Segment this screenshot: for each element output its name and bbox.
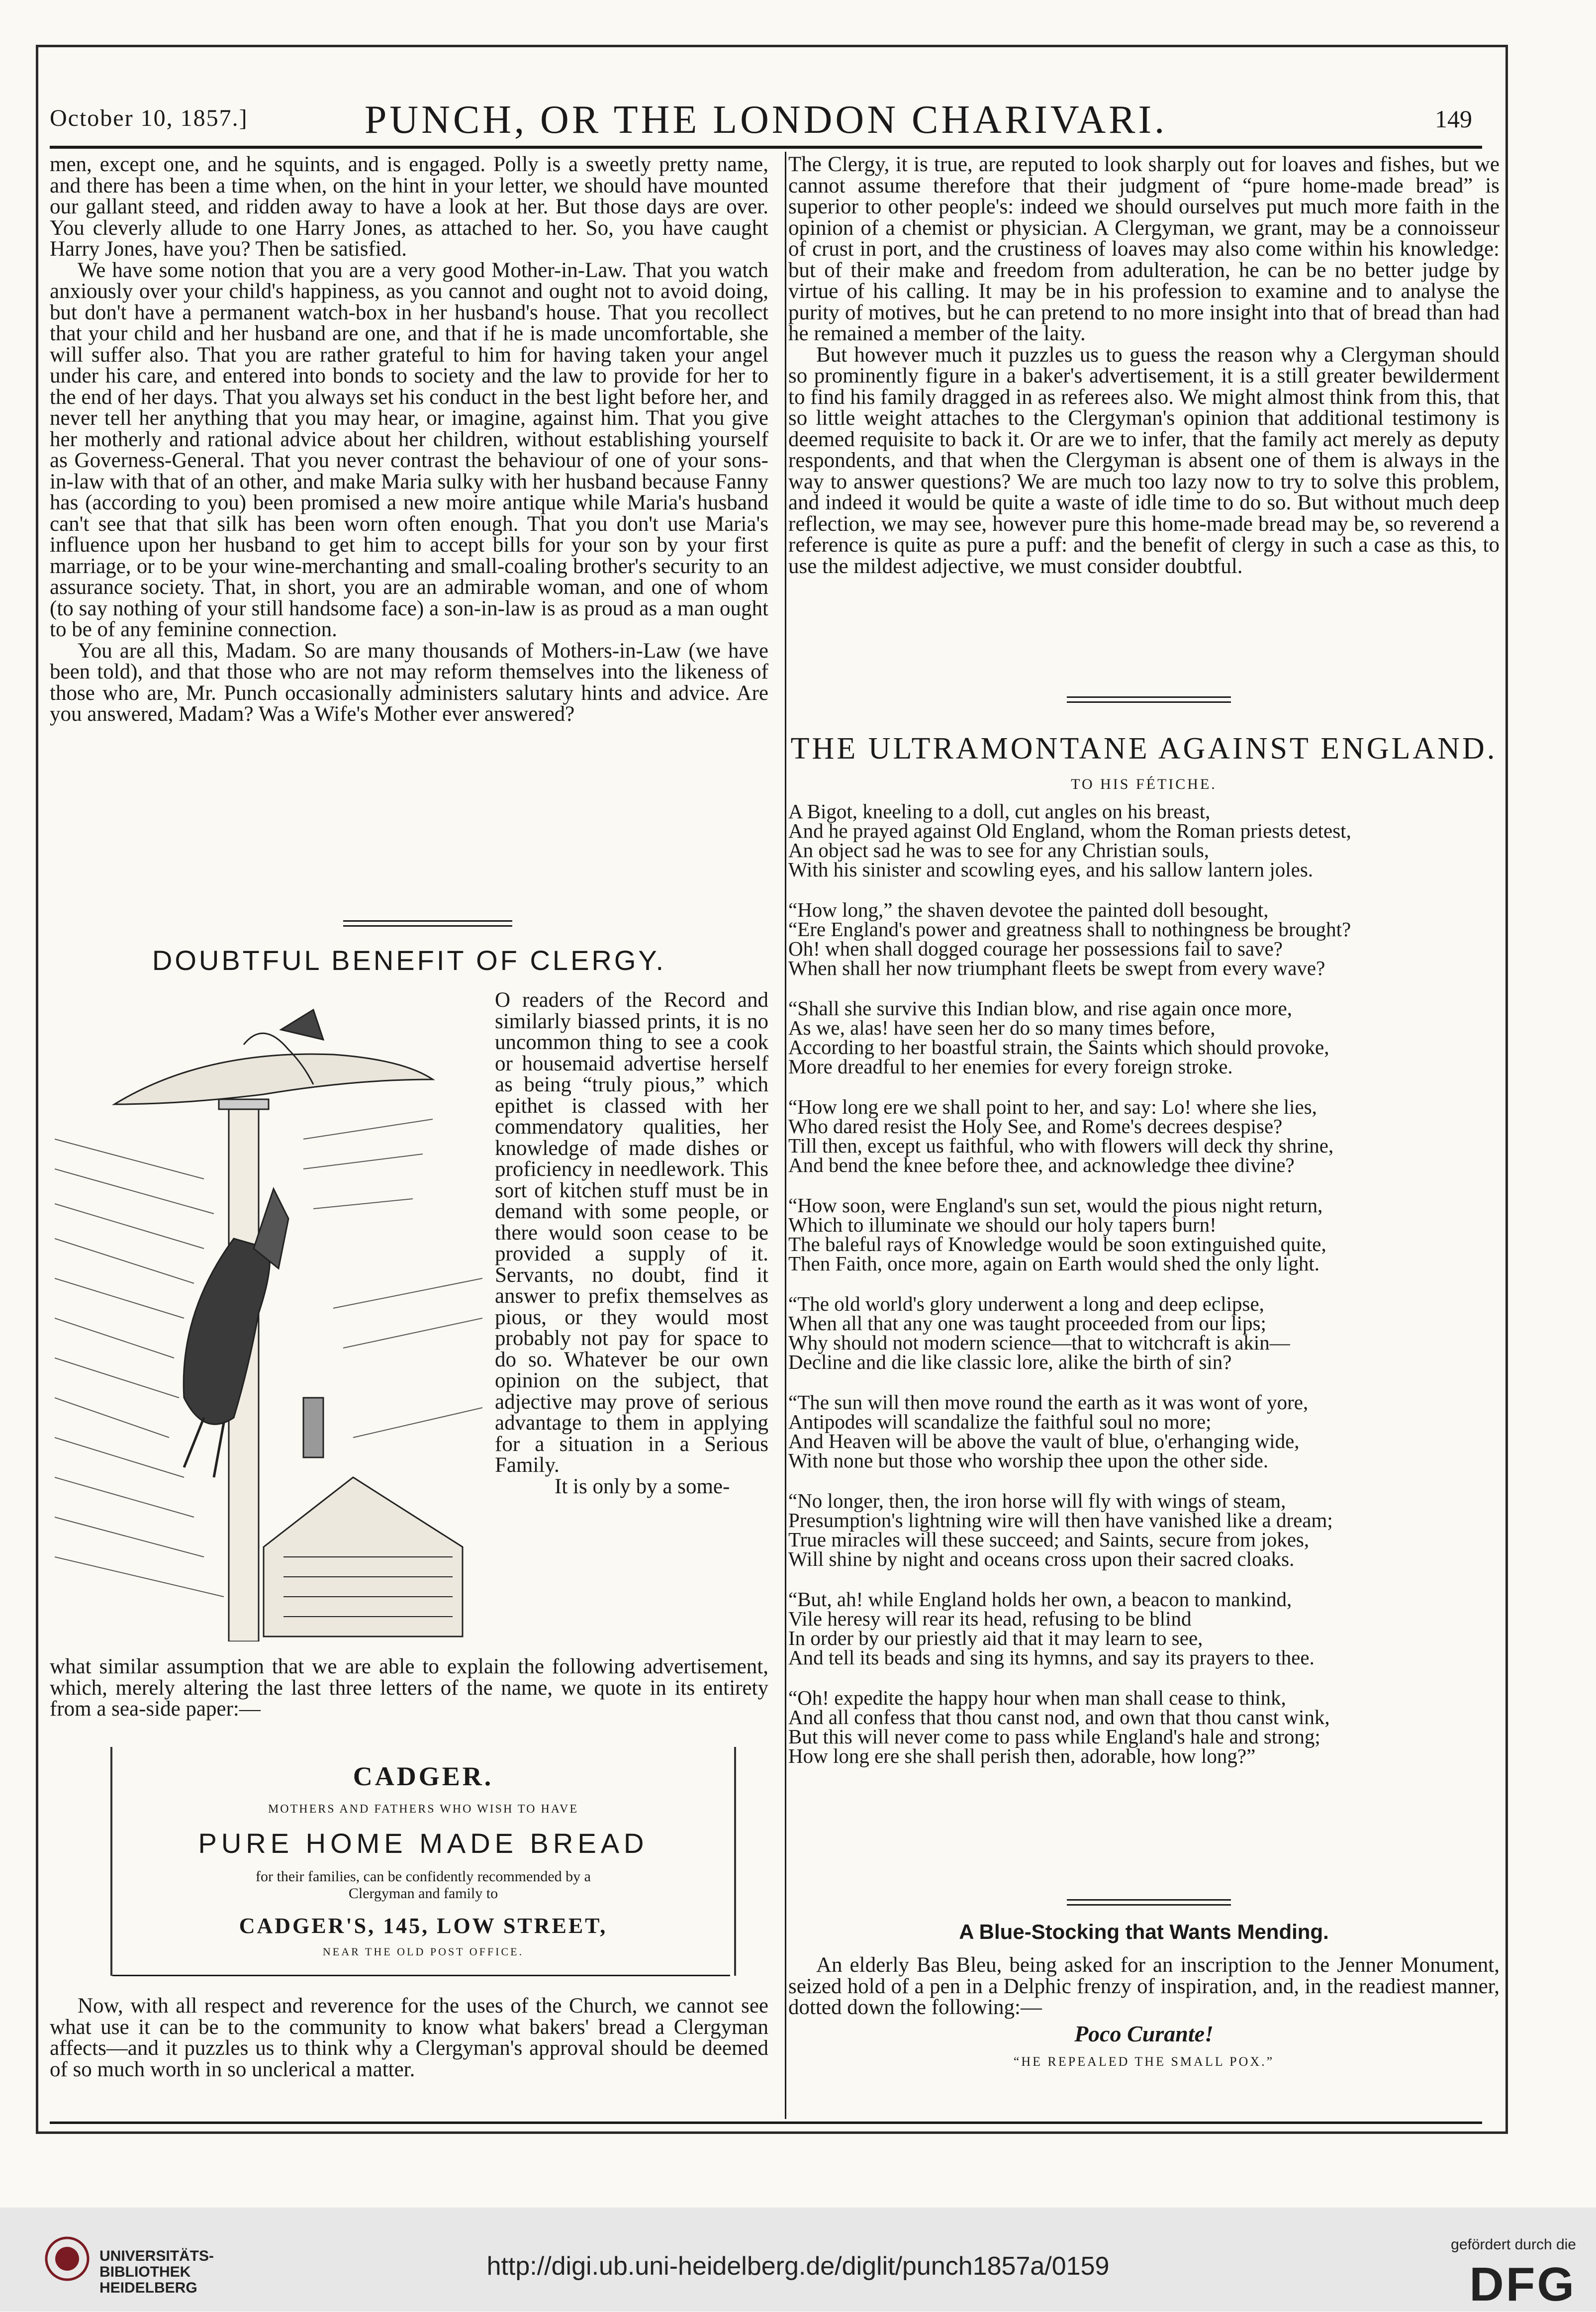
paragraph: An elderly Bas Bleu, being asked for an inscription to the Jenner Monument, seized hold of a pen in a Delphic frenzy of inspiration, and, in the readiest manner, dotted down the following:—: [788, 1953, 1500, 2019]
poem-line: But this will never come to pass while England's hale and strong;: [788, 1725, 1320, 1748]
page-number: 149: [1435, 105, 1472, 133]
poem-line: “Oh! expedite the happy hour when man shall cease to think,: [788, 1686, 1286, 1709]
poem-line: Oh! when shall dogged courage her possessions fail to save?: [788, 937, 1283, 960]
funded-by-label: gefördert durch die: [1451, 2236, 1576, 2253]
paragraph: The Clergy, it is true, are reputed to look sharply out for loaves and fishes, but we cannot assume therefore that their judgment of “pure home-made bread” is superior to other people's: indeed we should ourselves put much more faith in the opinion of a chemist or physician. A Clergyman, we grant, may be a connoisseur of crust in port, and the crustiness of loaves may also come within his knowledge: but of their make and freedom from adulteration, he can be no better judge by virtue of his calling. It may be in his profession to examine and to analyse the purity of motives, but he can pretend to no more insight into that of bread than had he remained a member of the laity.: [788, 153, 1500, 345]
article-title: DOUBTFUL BENEFIT OF CLERGY.: [152, 945, 666, 976]
poem-line: A Bigot, kneeling to a doll, cut angles on his breast,: [788, 800, 1211, 823]
right-column: [788, 154, 1500, 577]
poem-line: According to her boastful strain, the Saints which should provoke,: [788, 1036, 1329, 1059]
poem-line: “The sun will then move round the earth as it was wont of yore,: [788, 1391, 1309, 1414]
poem-line: An object sad he was to see for any Christian souls,: [788, 839, 1210, 862]
poem-line: Which to illuminate we should our holy tapers burn!: [788, 1213, 1217, 1236]
poem-line: When all that any one was taught proceeded from our lips;: [788, 1312, 1266, 1335]
doubtful-wide-text: [50, 1656, 768, 1720]
ad-line: NEAR THE OLD POST OFFICE.: [322, 1945, 524, 1958]
section-rule: [1067, 701, 1231, 703]
masthead-title: PUNCH, OR THE LONDON CHARIVARI.: [364, 98, 1168, 142]
paragraph: O readers of the Record and similarly biassed prints, it is no uncommon thing to see a cook or housemaid advertise herself as being “truly pious,” which epithet is classed with her commendatory qualities, her knowledge of made dishes or proficiency in needlework. This sort of kitchen stuff must be in demand with some people, or there would soon cease to be provided a supply of it. Servants, no doubt, find it answer to prefix themselves as pious, or they would most probably not pay for space to do so. Whatever be our own opinion on the subject, that adjective may prove of serious advantage to them in applying for a situation in a Serious Family.: [495, 988, 768, 1477]
poem-line: Decline and die like classic lore, alike the birth of sin?: [788, 1350, 1232, 1373]
poem-line: “Ere England's power and greatness shall to nothingness be brought?: [788, 918, 1351, 941]
left-column: [50, 154, 768, 725]
poem-line: Vile heresy will rear its head, refusing to be blind: [788, 1607, 1192, 1630]
ad-line: for their families, can be confidently recommended by a Clergyman and family to: [256, 1868, 591, 1902]
poem-line: Then Faith, once more, again on Earth would shed the only light.: [788, 1252, 1320, 1275]
poem-line: Presumption's lightning wire will then have vanished like a dream;: [788, 1509, 1333, 1532]
doubtful-conclusion: [50, 1996, 768, 2080]
bluestocking-motto: Poco Curante!: [1074, 2021, 1214, 2046]
poem-line: Till then, except us faithful, who with flowers will deck thy shrine,: [788, 1134, 1334, 1157]
poem-line: “Shall she survive this Indian blow, and rise again once more,: [788, 997, 1292, 1020]
poem-subtitle: TO HIS FÉTICHE.: [1071, 776, 1217, 792]
poem: [788, 782, 1500, 1766]
poem-stanza: [788, 1688, 1500, 1766]
bluestocking-title: A Blue-Stocking that Wants Mending.: [959, 1920, 1329, 1943]
poem-line: With his sinister and scowling eyes, and his sallow lantern joles.: [788, 858, 1314, 881]
doubtful-narrow-text: [495, 990, 768, 1497]
bluestocking-text: [788, 1955, 1500, 2019]
paragraph: men, except one, and he squints, and is engaged. Polly is a sweetly pretty name, and there has been a time when, on the hint in your letter, we should have mounted our gallant steed, and ridden away to have a look at her. But those days are over. You cleverly allude to one Harry Jones, as attached to her. So, you have caught Harry Jones, have you? Then be satisfied.: [50, 153, 768, 261]
clergy-illustration: [55, 990, 482, 1641]
poem-line: True miracles will these succeed; and Saints, secure from jokes,: [788, 1528, 1310, 1551]
paragraph: You are all this, Madam. So are many thousands of Mothers-in-Law (we have been told), and that those who are not may reform themselves into the likeness of those who are, Mr. Punch occasionally administers salutary hints and advice. Are you answered, Madam? Was a Wife's Mother ever answered?: [50, 639, 768, 726]
poem-stanza: [788, 802, 1500, 879]
poem-line: “How soon, were England's sun set, would the pious night return,: [788, 1194, 1323, 1217]
dfg-logo: DFG: [1469, 2258, 1576, 2311]
poem-line: In order by our priestly aid that it may learn to see,: [788, 1627, 1203, 1649]
section-rule: [343, 925, 512, 927]
poem-line: And he prayed against Old England, whom the Roman priests detest,: [788, 819, 1351, 842]
ad-headline: PURE HOME MADE BREAD: [198, 1828, 649, 1859]
paragraph: Now, with all respect and reverence for the uses of the Church, we cannot see what use it can be to the community to know what bakers' bread a Clergyman affects—and it puzzles us to think why a Clergyman's approval should be deemed of so much worth in so unclerical a matter.: [50, 1994, 768, 2081]
poem-line: “How long,” the shaven devotee the painted doll besought,: [788, 898, 1269, 921]
cadger-advertisement: [110, 1747, 736, 1976]
header-rule: [50, 146, 1482, 149]
poem-stanza: [788, 999, 1500, 1076]
poem-line: How long ere she shall perish then, adorable, how long?”: [788, 1744, 1256, 1767]
poem-line: More dreadful to her enemies for every foreign stroke.: [788, 1055, 1233, 1078]
university-name: UNIVERSITÄTS- BIBLIOTHEK HEIDELBERG: [99, 2248, 214, 2296]
poem-stanza: [788, 1196, 1500, 1273]
poem-line: With none but those who worship thee upon the other side.: [788, 1449, 1269, 1472]
bottom-rule: [50, 2121, 1482, 2124]
poem-stanza: [788, 1590, 1500, 1667]
poem-line: Why should not modern science—that to witchcraft is akin—: [788, 1331, 1290, 1354]
digitization-footer: [0, 2208, 1596, 2312]
issue-date: October 10, 1857.]: [50, 105, 248, 131]
column-divider: [785, 152, 786, 2119]
poem-line: And tell its beads and sing its hymns, and say its prayers to thee.: [788, 1646, 1314, 1669]
poem-line: “But, ah! while England holds her own, a beacon to mankind,: [788, 1588, 1292, 1611]
poem-line: “No longer, then, the iron horse will fly with wings of steam,: [788, 1489, 1286, 1512]
ad-address: CADGER'S, 145, LOW STREET,: [239, 1914, 608, 1938]
source-url-link[interactable]: http://digi.ub.uni-heidelberg.de/diglit/punch1857a/0159: [486, 2252, 1110, 2281]
section-rule: [1067, 1904, 1231, 1906]
section-rule: [1067, 696, 1231, 698]
poem-stanza: [788, 1294, 1500, 1372]
poem-line: And Heaven will be above the vault of blue, o'erhanging wide,: [788, 1430, 1300, 1452]
poem-line: The baleful rays of Knowledge would be soon extinguished quite,: [788, 1233, 1326, 1255]
paragraph: We have some notion that you are a very good Mother-in-Law. That you watch anxiously over your child's happiness, as you cannot and ought not to avoid doing, but don't have a permanent watch-box in her husband's house. That you recollect that your child and her husband are one, and that if he is made uncomfortable, she will suffer also. That you are rather grateful to him for having taken your angel under his care, and entered into bonds to society and the law to provide for her to the end of her days. That you always set his conduct in the best light before her, and never tell her anything that you may hear, or imagine, against him. That you give her motherly and rational advice about her children, without establishing yourself as Governess-General. That you never contrast the behaviour of one of your sons-in-law with that of an other, and make Maria sulky with her husband because Fanny has (according to you) been promised a new moire antique while Maria's husband can't see that that silk has been worn often enough. That you don't use Maria's influence upon her husband to get him to accept bills for your son by your first marriage, or to be your wine-merchanting and small-coaling brother's security to an assurance society. That, in short, you are an admirable woman, and one of whom (to say nothing of your still handsome face) a son-in-law is as proud as a man ought to be of any feminine connection.: [50, 258, 768, 641]
poem-line: When shall her now triumphant fleets be swept from every wave?: [788, 957, 1325, 979]
paragraph: But however much it puzzles us to guess the reason why a Clergyman should so prominently figure in a baker's advertisement, it is a still greater bewilderment to find his family dragged in as referees also. We might almost think from this, that so little weight attaches to the Clergyman's opinion that additional testimony is deemed requisite to back it. Or are we to infer, that the family act merely as deputy respondents, and that when the Clergyman is absent one of them is always in the way to answer questions? We are much too lazy now to try to solve this problem, and indeed it would be quite a waste of idle time to do so. But without much deep reflection, we may see, however pure this home-made bread may be, so reverend a reference is quite as pure a puff: and the benefit of clergy in such a case as this, to use the mildest adjective, we must consider doubtful.: [788, 343, 1500, 578]
ad-rule: [112, 1975, 730, 1976]
poem-title: THE ULTRAMONTANE AGAINST ENGLAND.: [790, 732, 1498, 766]
poem-stanza: [788, 900, 1500, 978]
poem-stanza: [788, 1393, 1500, 1470]
poem-line: Antipodes will scandalize the faithful soul no more;: [788, 1410, 1212, 1433]
paragraph: what similar assumption that we are able to explain the following advertisement, which, merely altering the last three letters of the name, we quote in its entirety from a sea-side paper:—: [50, 1655, 768, 1721]
poem-line: As we, alas! have seen her do so many times before,: [788, 1016, 1216, 1039]
poem-line: Will shine by night and oceans cross upon their sacred cloaks.: [788, 1547, 1295, 1570]
poem-line: Who dared resist the Holy See, and Rome's decrees despise?: [788, 1115, 1283, 1138]
paragraph: It is only by a some-: [555, 1474, 730, 1498]
ad-name: CADGER.: [353, 1761, 494, 1791]
poem-stanza: [788, 1097, 1500, 1175]
page-header: [50, 97, 1482, 142]
poem-line: “How long ere we shall point to her, and say: Lo! where she lies,: [788, 1095, 1317, 1118]
section-rule: [343, 920, 512, 922]
poem-line: And bend the knee before thee, and acknowledge thee divine?: [788, 1154, 1295, 1176]
ad-line: MOTHERS AND FATHERS WHO WISH TO HAVE: [268, 1803, 579, 1816]
poem-stanza: [788, 1491, 1500, 1569]
poem-line: “The old world's glory underwent a long and deep eclipse,: [788, 1292, 1264, 1315]
section-rule: [1067, 1899, 1231, 1901]
bluestocking-subline: “HE REPEALED THE SMALL POX.”: [1013, 2054, 1275, 2069]
poem-line: And all confess that thou canst nod, and own that thou canst wink,: [788, 1706, 1330, 1729]
